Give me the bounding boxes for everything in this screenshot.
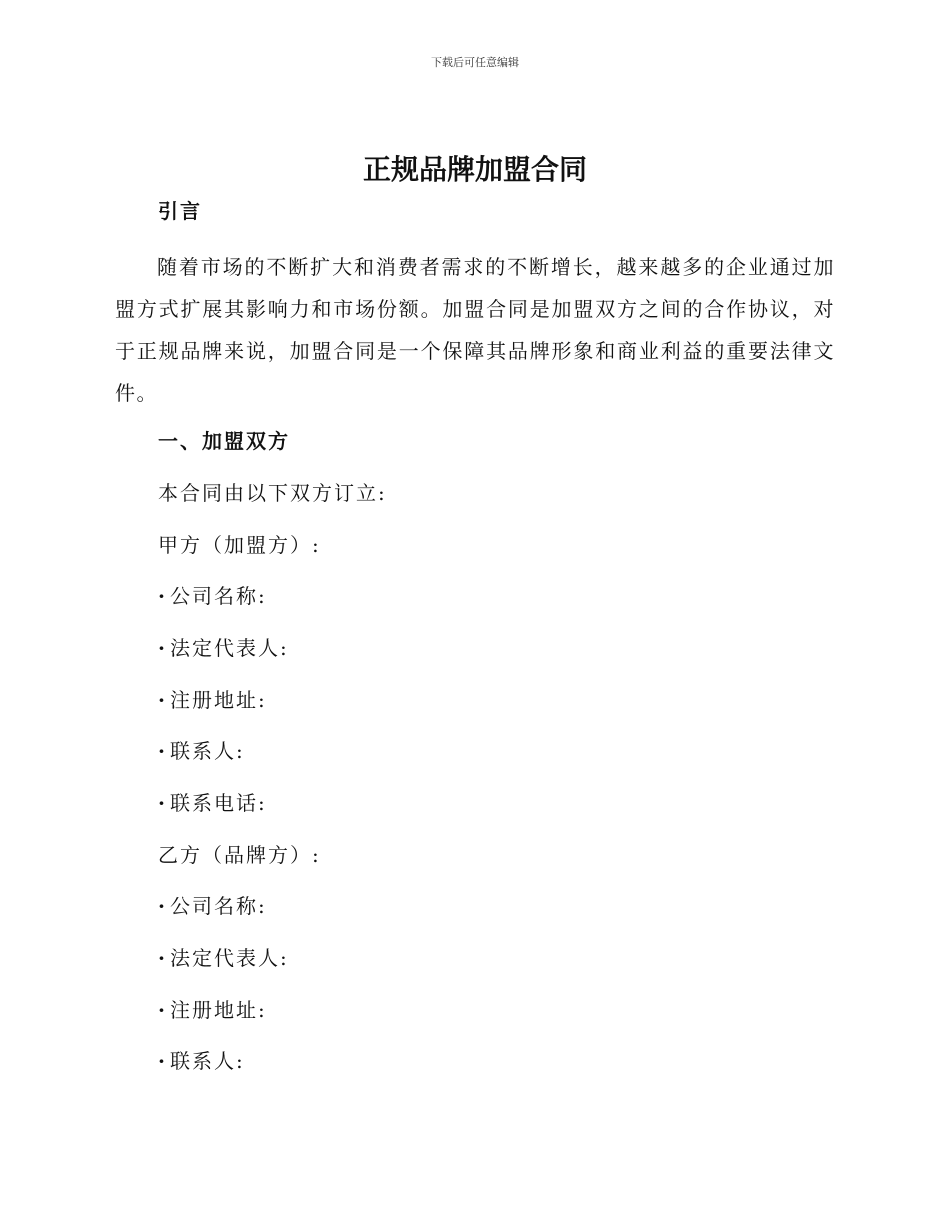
- document-title: 正规品牌加盟合同: [362, 153, 587, 186]
- party-b-registered-address: · 注册地址:: [158, 995, 267, 1025]
- party-b-legal-representative: · 法定代表人:: [158, 943, 289, 973]
- party-b-company-name: · 公司名称:: [158, 891, 267, 921]
- party-b-contact-person: · 联系人:: [158, 1046, 245, 1076]
- party-a-contact-person: · 联系人:: [158, 736, 245, 766]
- party-a-company-name: · 公司名称:: [158, 581, 267, 611]
- page-header-note: 下载后可任意编辑: [431, 56, 519, 69]
- party-a-legal-representative: · 法定代表人:: [158, 633, 289, 663]
- party-a-contact-phone: · 联系电话:: [158, 788, 267, 818]
- party-b-label: 乙方（品牌方）:: [158, 843, 321, 867]
- party-a-registered-address: · 注册地址:: [158, 685, 267, 715]
- parties-lead-text: 本合同由以下双方订立:: [158, 481, 387, 505]
- section-heading-parties: 一、加盟双方: [158, 429, 290, 453]
- intro-heading: 引言: [158, 199, 202, 223]
- intro-paragraph: 随着市场的不断扩大和消费者需求的不断增长，越来越多的企业通过加盟方式扩展其影响力和市场份额。加盟合同是加盟双方之间的合作协议，对于正规品牌来说，加盟合同是一个保障其品牌形象和商业利益的重要法律文件。: [115, 255, 835, 405]
- party-a-label: 甲方（加盟方）:: [158, 533, 321, 557]
